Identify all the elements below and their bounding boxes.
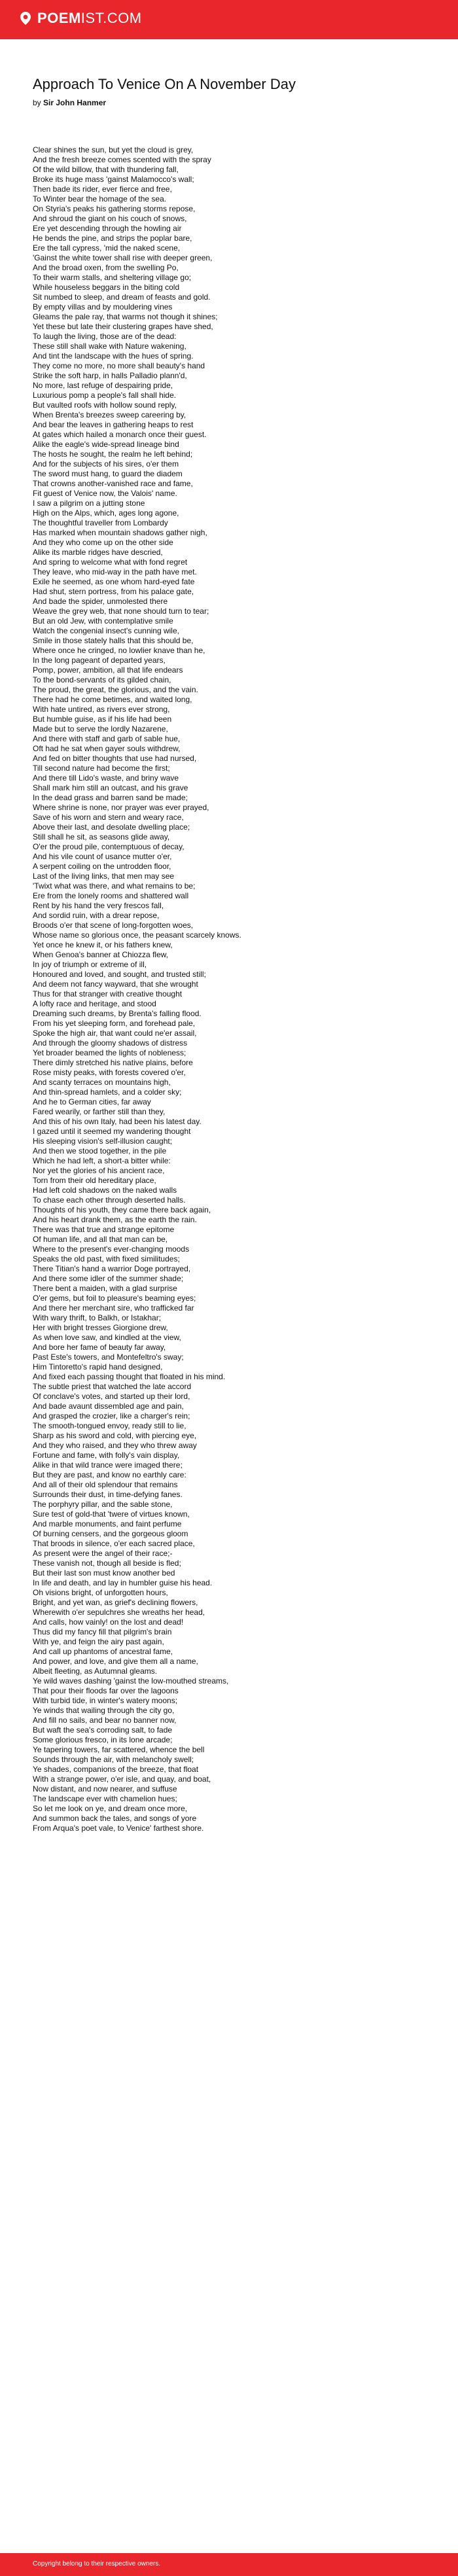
poem-line: Yet these but late their clustering grapes have shed, [33, 322, 213, 331]
poem-line: And bade avaunt dissembled age and pain, [33, 1402, 184, 1411]
poem-line: Nor yet the glories of his ancient race, [33, 1166, 165, 1175]
poem-line: Ye winds that wailing through the city go, [33, 1706, 175, 1715]
poem-line: And there with staff and garb of sable hue, [33, 734, 181, 743]
poem-line: Him Tintoretto's rapid hand designed, [33, 1362, 163, 1371]
poem-line: Luxurious pomp a people's fall shall hide. [33, 391, 177, 400]
poem-line: The subtle priest that watched the late accord [33, 1382, 192, 1391]
poem-line: And deem not fancy wayward, that she wrought [33, 979, 198, 989]
poem-line: These still shall wake with Nature wakening, [33, 342, 186, 351]
poem-line: The sword must hang, to guard the diadem [33, 469, 183, 478]
poem-line: The landscape ever with chamelion hues; [33, 1794, 177, 1803]
poem-line: With turbid tide, in winter's watery moons; [33, 1696, 178, 1705]
poem-line: Yet broader beamed the lights of nobleness; [33, 1048, 186, 1057]
poem-line: Fit guest of Venice now, the Valois' name. [33, 489, 177, 498]
poem-line: Watch the congenial insect's cunning wile, [33, 626, 179, 635]
poem-line: And fed on bitter thoughts that use had nursed, [33, 754, 197, 763]
poem-line: Dreaming such dreams, by Brenta's falling flood. [33, 1009, 202, 1018]
poem-line: But humble guise, as if his life had been [33, 715, 172, 724]
poem-line: Of human life, and all that man can be, [33, 1235, 168, 1244]
logo-text-strong: POEM [37, 10, 81, 26]
poem-line: Alike in that wild trance were imaged there; [33, 1460, 183, 1470]
poem-line: And bade the spider, unmolested there [33, 597, 168, 606]
poem-line: And bore her fame of beauty far away, [33, 1343, 166, 1352]
poem-line: To laugh the living, those are of the dead: [33, 332, 177, 341]
poem-line: Albeit fleeting, as Autumnal gleams. [33, 1667, 158, 1676]
poem-line: And he to German cities, far away [33, 1097, 151, 1106]
poem-line: The smooth-tongued envoy, ready still to lie, [33, 1421, 186, 1430]
poem-line: They leave, who mid-way in the path have met. [33, 567, 197, 576]
poem-body [33, 145, 438, 1833]
poem-line: Then bade its rider, ever fierce and free, [33, 185, 172, 194]
poem-line: And there till Lido's waste, and briny wave [33, 773, 179, 783]
poem-line: And this of his own Italy, had been his latest day. [33, 1117, 202, 1126]
poem-line: And scanty terraces on mountains high, [33, 1078, 171, 1087]
poem-line: But their last son must know another bed [33, 1568, 175, 1578]
poem-line: Ere yet descending through the howling air [33, 224, 182, 233]
poem-line: At gates which hailed a monarch once their guest. [33, 430, 207, 439]
poem-line: Of conclave's votes, and started up their lord, [33, 1392, 190, 1401]
poem-line: His sleeping vision's self-illusion caught; [33, 1137, 173, 1146]
poem-line: Of the wild billow, that with thundering fall, [33, 165, 179, 174]
poem-line: And marble monuments, and faint perfume [33, 1519, 182, 1528]
poem-line: While houseless beggars in the biting cold [33, 283, 180, 292]
poem-line: Ye shades, companions of the breeze, that float [33, 1765, 199, 1774]
poem-line: As when love saw, and kindled at the view, [33, 1333, 181, 1342]
poem-line: Of burning censers, and the gorgeous gloom [33, 1529, 188, 1538]
poem-line: O'er gems, but foil to pleasure's beaming eyes; [33, 1294, 196, 1303]
poem-line: The hosts he sought, the realm he left behind; [33, 450, 193, 459]
poem-line: The thoughtful traveller from Lombardy [33, 518, 168, 527]
poem-line: And calls, how vainly! on the lost and dead! [33, 1617, 184, 1627]
poem-line: Last of the living links, that men may see [33, 872, 175, 881]
poem-line: Honoured and loved, and sought, and trusted still; [33, 970, 206, 979]
poem-line: On Styria's peaks his gathering storms repose, [33, 204, 196, 213]
poem-line: To their warm stalls, and sheltering village go; [33, 273, 192, 282]
poem-line: A serpent coiling on the untrodden floor, [33, 862, 171, 871]
poem-line: Fortune and fame, with folly's vain display, [33, 1451, 180, 1460]
poem-line: Which he had left, a short-a bitter while: [33, 1156, 171, 1165]
poem-line: Spoke the high air, that want could ne'er assail, [33, 1029, 197, 1038]
poem-line: Now distant, and now nearer, and suffuse [33, 1784, 177, 1793]
poem-line: Sure test of gold-that 'twere of virtues known, [33, 1509, 190, 1519]
poem-line: To chase each other through deserted halls. [33, 1195, 186, 1205]
poem-line: As present were the angel of their race;- [33, 1549, 173, 1558]
poem-line: He bends the pine, and strips the poplar bare, [33, 234, 192, 243]
poem-line: And then we stood together, in the pile [33, 1146, 167, 1156]
poem-line: And there her merchant sire, who trafficked far [33, 1303, 194, 1313]
poem-line: And sordid ruin, with a drear repose, [33, 911, 160, 920]
poem-line: And bear the leaves in gathering heaps to rest [33, 420, 194, 429]
poem-line: That broods in silence, o'er each sacred place, [33, 1539, 195, 1548]
poem-line: Thoughts of his youth, they came there back again, [33, 1205, 211, 1214]
poem-line: Still shall he sit, as seasons glide away, [33, 832, 170, 841]
poem-line: Sit numbed to sleep, and dream of feasts and gold. [33, 292, 211, 302]
poem-line: With hate untired, as rivers ever strong, [33, 705, 170, 714]
poem-line: And there some idler of the summer shade; [33, 1274, 184, 1283]
by-label: by [33, 98, 44, 107]
poem-line: And call up phantoms of ancestral fame, [33, 1647, 173, 1656]
poem-line: Thus did my fancy fill that pilgrim's brain [33, 1627, 172, 1636]
poem-line: And the broad oxen, from the swelling Po, [33, 263, 179, 272]
poem-line: There had he come betimes, and waited long, [33, 695, 192, 704]
poem-line: And tint the landscape with the hues of spring. [33, 351, 194, 361]
poem-line: Ere from the lonely rooms and shattered wall [33, 891, 189, 900]
poem-line: Has marked when mountain shadows gather nigh, [33, 528, 207, 537]
poem-line: There was that true and strange epitome [33, 1225, 175, 1234]
poem-line: Ye tapering towers, far scattered, whence the bell [33, 1745, 205, 1754]
poem-line: Her with bright tresses Giorgione drew, [33, 1323, 168, 1332]
poem-line: And they who come up on the other side [33, 538, 173, 547]
poem-line: Strike the soft harp, in halls Palladio plann'd, [33, 371, 187, 380]
poem-line: And grasped the crozier, like a charger's rein; [33, 1411, 190, 1420]
poem-line: Torn from their old hereditary place, [33, 1176, 156, 1185]
poem-line: When Brenta's breezes sweep careering by, [33, 410, 186, 419]
poem-line: Rose misty peaks, with forests covered o'er, [33, 1068, 186, 1077]
poem-line: And fixed each passing thought that floated in his mind. [33, 1372, 226, 1381]
poem-line: By empty villas and by mouldering vines [33, 302, 173, 311]
poem-line: There bent a maiden, with a glad surprise [33, 1284, 177, 1293]
poem-line: Where once he cringed, no lowlier knave than he, [33, 646, 205, 655]
poem-line: In joy of triumph or extreme of ill, [33, 960, 147, 969]
poem-line: Where to the present's ever-changing moods [33, 1244, 190, 1254]
poem-line: Had shut, stern portress, from his palace gate, [33, 587, 194, 596]
site-footer [0, 2553, 458, 2576]
poem-line: Clear shines the sun, but yet the cloud is grey, [33, 145, 194, 154]
poem-line: Till second nature had become the first; [33, 764, 170, 773]
poem-line: O'er the proud pile, contemptuous of decay, [33, 842, 185, 851]
poem-line: With a strange power, o'er isle, and quay, and boat, [33, 1774, 211, 1784]
poem-line: Bright, and yet wan, as grief's declining flowers, [33, 1598, 198, 1607]
logo-text-light: IST.COM [80, 10, 142, 26]
poem-line: But they are past, and know no earthly care: [33, 1470, 186, 1479]
poem-line: Yet once he knew it, or his fathers knew, [33, 940, 173, 949]
location-pin-icon [18, 10, 33, 26]
poem-line: So let me look on ye, and dream once more, [33, 1804, 188, 1813]
poem-line: But an old Jew, with contemplative smile [33, 616, 173, 626]
poem-line: That crowns another-vanished race and fame, [33, 479, 193, 488]
poem-line: To the bond-servants of its gilded chain, [33, 675, 171, 684]
site-logo[interactable] [18, 10, 142, 27]
poem-line: Some glorious fresco, in its lone arcade; [33, 1735, 173, 1744]
poem-line: Rent by his hand the very frescos fall, [33, 901, 164, 910]
poem-line: Exile he seemed, as one whom hard-eyed fate [33, 577, 195, 586]
poem-line: But vaulted roofs with hollow sound reply, [33, 400, 177, 410]
poem-line: Had left cold shadows on the naked walls [33, 1186, 177, 1195]
poem-line: Ere the tall cypress, 'mid the naked scene, [33, 243, 181, 253]
poem-line: Fared wearily, or farther still than they, [33, 1107, 166, 1116]
poem-line: And power, and love, and give them all a name, [33, 1657, 198, 1666]
poem-line: When Genoa's banner at Chiozza flew, [33, 950, 169, 959]
poem-line: And through the gloomy shadows of distress [33, 1038, 188, 1048]
poem-line: And fill no sails, and bear no banner now, [33, 1716, 177, 1725]
poem-line: And shroud the giant on his couch of snows, [33, 214, 187, 223]
poem-line: Save of his worn and stern and weary race, [33, 813, 184, 822]
poem-line: These vanish not, though all beside is fled; [33, 1559, 181, 1568]
poem-line: A lofty race and heritage, and stood [33, 999, 156, 1008]
poem-line: Wherewith o'er sepulchres she wreaths her head, [33, 1608, 205, 1617]
poem-line: I gazed until it seemed my wandering thought [33, 1127, 191, 1136]
poem-line: And they who raised, and they who threw away [33, 1441, 197, 1450]
poem-line: To Winter bear the homage of the sea. [33, 194, 167, 203]
poem-line: 'Gainst the white tower shall rise with deeper green, [33, 253, 213, 262]
poem-line: But waft the sea's corroding salt, to fade [33, 1725, 173, 1735]
poem-line: Oft had he sat when gayer souls withdrew, [33, 744, 181, 753]
byline [33, 98, 106, 107]
poem-line: Broods o'er that scene of long-forgotten woes, [33, 921, 194, 930]
poem-line: In life and death, and lay in humbler guise his head. [33, 1578, 213, 1587]
poem-line: And his heart drank them, as the earth the rain. [33, 1215, 197, 1224]
site-header [0, 0, 458, 39]
poem-line: Sharp as his sword and cold, with piercing eye, [33, 1431, 197, 1440]
poem-line: Where shrine is none, nor prayer was ever prayed, [33, 803, 209, 812]
poem-line: Above their last, and desolate dwelling place; [33, 822, 190, 832]
poem-author[interactable]: Sir John Hanmer [43, 98, 107, 107]
poem-line: Alike its marble ridges have descried, [33, 548, 163, 557]
poem-line: And his vile count of usance mutter o'er, [33, 852, 172, 861]
poem-line: From his yet sleeping form, and forehead pale, [33, 1019, 196, 1028]
poem-line: Made but to serve the lordly Nazarene, [33, 724, 168, 733]
poem-line: In the long pageant of departed years, [33, 656, 166, 665]
poem-line: And all of their old splendour that remains [33, 1480, 178, 1489]
poem-line: And the fresh breeze comes scented with the spray [33, 155, 211, 164]
poem-line: The proud, the great, the glorious, and the vain. [33, 685, 198, 694]
poem-title: Approach To Venice On A November Day [33, 76, 296, 92]
poem-line: Alike the eagle's wide-spread lineage bind [33, 440, 179, 449]
poem-line: Speaks the old past, with fixed similitudes; [33, 1254, 180, 1263]
poem-line: Ye wild waves dashing 'gainst the low-mouthed streams, [33, 1676, 229, 1685]
poem-line: No more, last refuge of despairing pride, [33, 381, 173, 390]
poem-line: Broke its huge mass 'gainst Malamocco's wall; [33, 175, 194, 184]
poem-line: That pour their floods far over the lagoons [33, 1686, 179, 1695]
poem-line: The porphyry pillar, and the sable stone, [33, 1500, 173, 1509]
poem-line: Weave the grey web, that none should turn to tear; [33, 607, 209, 616]
poem-line: Gleams the pale ray, that warms not though it shines; [33, 312, 218, 321]
poem-line: Surrounds their dust, in time-defying fanes. [33, 1490, 183, 1499]
poem-line: Smile in those stately halls that this should be, [33, 636, 194, 645]
poem-line: Oh visions bright, of unforgotten hours, [33, 1588, 168, 1597]
poem-line: From Arqua's poet vale, to Venice' farthest shore. [33, 1824, 204, 1833]
poem-line: In the dead grass and barren sand be made; [33, 793, 188, 802]
poem-line: 'Twixt what was there, and what remains to be; [33, 881, 196, 891]
poem-line: They come no more, no more shall beauty's hand [33, 361, 205, 370]
poem-line: With wary thrift, to Balkh, or Istakhar; [33, 1313, 162, 1322]
poem-line: Thus for that stranger with creative thought [33, 989, 183, 998]
poem-line: And for the subjects of his sires, o'er them [33, 459, 179, 468]
poem-line: And spring to welcome what with fond regret [33, 557, 188, 567]
poem-line: With ye, and feign the airy past again, [33, 1637, 164, 1646]
poem-line: I saw a pilgrim on a jutting stone [33, 499, 145, 508]
poem-line: Whose name so glorious once, the peasant scarcely knows. [33, 930, 241, 940]
copyright-text: Copyright belong to their respective owners. [33, 2560, 161, 2567]
poem-line: Shall mark him still an outcast, and his grave [33, 783, 188, 792]
poem-line: There dimly stretched his native plains, before [33, 1058, 193, 1067]
poem-line: Past Este's towers, and Montefeltro's sway; [33, 1352, 184, 1362]
poem-line: Pomp, power, ambition, all that life endears [33, 665, 183, 675]
poem-line: High on the Alps, which, ages long agone, [33, 508, 179, 518]
poem-line: And summon back the tales, and songs of yore [33, 1814, 197, 1823]
poem-line: And thin-spread hamlets, and a colder sky; [33, 1087, 182, 1097]
poem-line: Sounds through the air, with melancholy swell; [33, 1755, 194, 1764]
poem-line: There Titian's hand a warrior Doge portrayed, [33, 1264, 191, 1273]
